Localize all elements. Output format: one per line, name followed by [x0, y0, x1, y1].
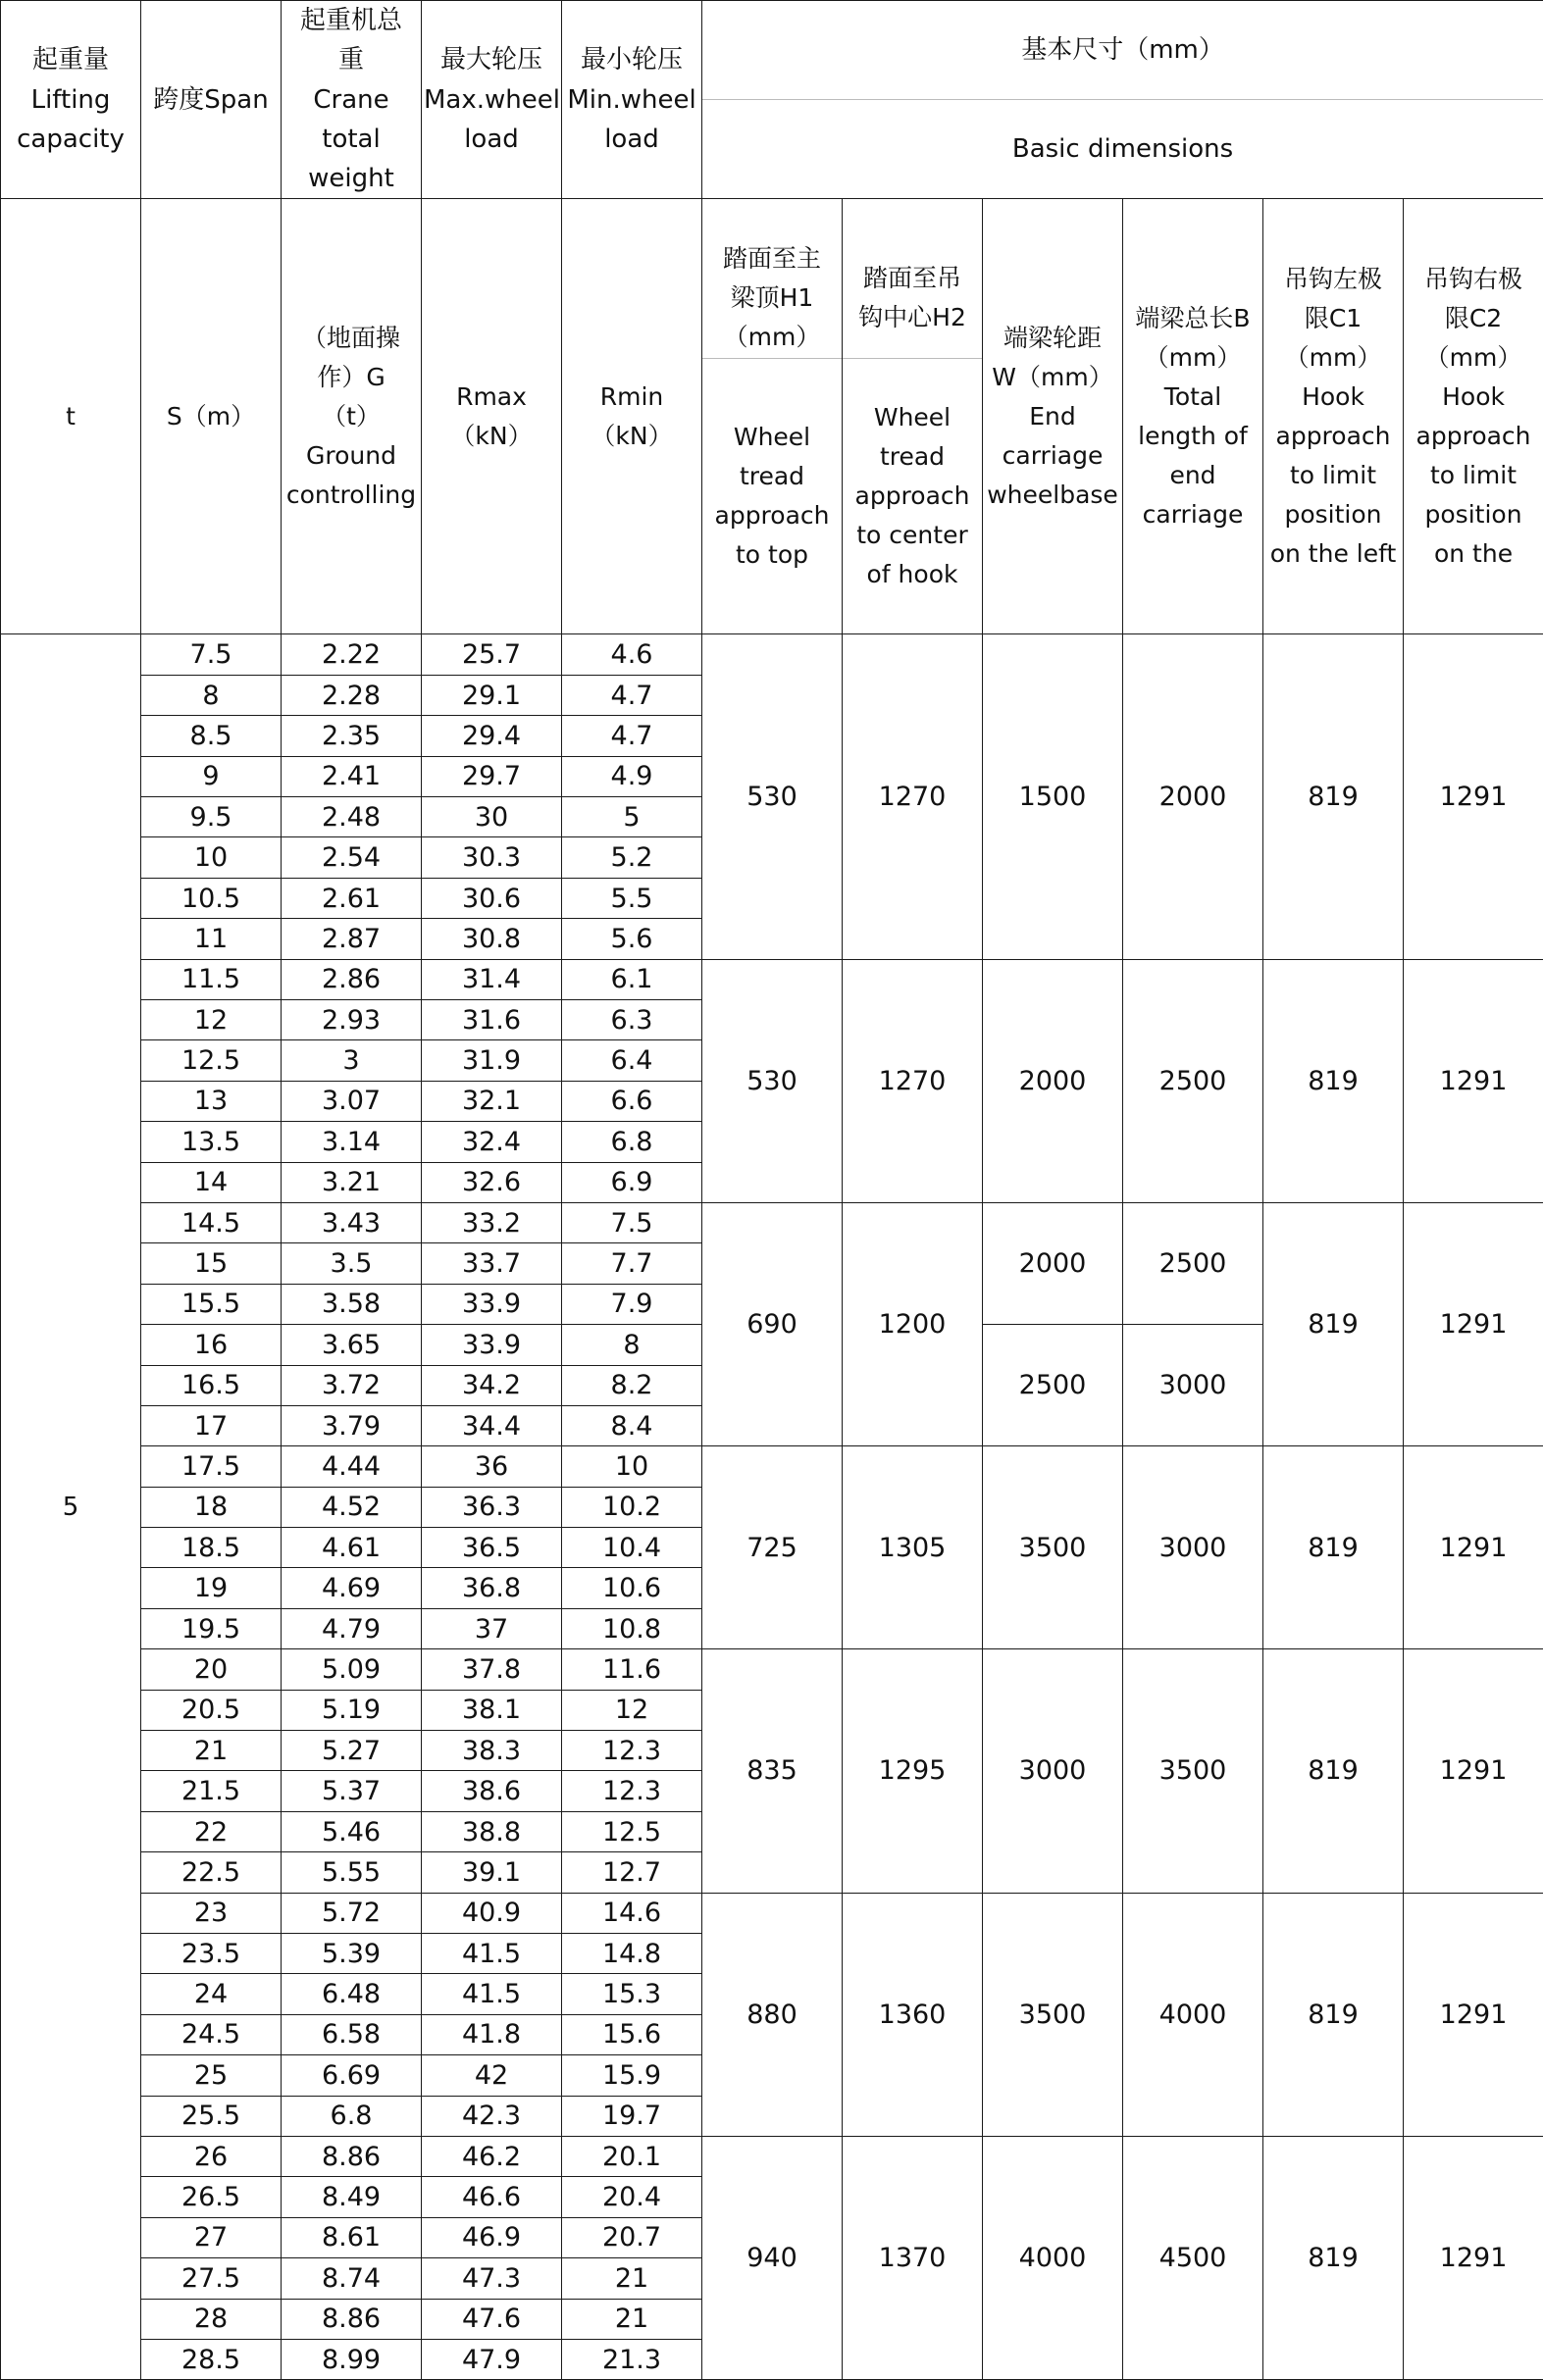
weight-cell: 5.72	[282, 1893, 422, 1933]
span-cell: 26	[141, 2136, 282, 2176]
rmax-cell: 36	[422, 1446, 562, 1487]
rmin-cell: 5	[562, 797, 702, 837]
wheelbase-cell: 1500	[983, 634, 1123, 959]
weight-cell: 3.14	[282, 1122, 422, 1162]
h1-cell: 940	[702, 2136, 843, 2379]
weight-cell: 6.69	[282, 2055, 422, 2096]
weight-cell: 8.61	[282, 2217, 422, 2257]
rmin-cell: 12.3	[562, 1771, 702, 1811]
rmax-cell: 38.8	[422, 1811, 562, 1851]
header-h1-cn: 踏面至主 梁顶H1 （mm）	[702, 238, 842, 359]
table-row	[1, 1649, 1543, 1690]
rmax-cell: 31.4	[422, 959, 562, 999]
weight-cell: 3.79	[282, 1405, 422, 1445]
end-carriage-length-cell: 3000	[1123, 1446, 1263, 1649]
weight-cell: 3.43	[282, 1202, 422, 1242]
end-carriage-length-cell: 3000	[1123, 1325, 1263, 1446]
span-cell: 27.5	[141, 2258, 282, 2299]
weight-cell: 3.65	[282, 1325, 422, 1365]
h1-cell: 530	[702, 634, 843, 959]
span-cell: 13	[141, 1081, 282, 1121]
rmin-cell: 15.6	[562, 2014, 702, 2054]
span-cell: 23	[141, 1893, 282, 1933]
hook-right-limit-cell: 1291	[1404, 959, 1543, 1202]
header-hook-left-limit: 吊钩左极 限C1 （mm） Hook approach to limit position on the left	[1263, 199, 1404, 634]
rmax-cell: 31.6	[422, 1000, 562, 1040]
rmin-cell: 6.8	[562, 1122, 702, 1162]
rmax-cell: 32.1	[422, 1081, 562, 1121]
h2-cell: 1270	[843, 634, 983, 959]
span-cell: 11.5	[141, 959, 282, 999]
rmax-cell: 38.1	[422, 1690, 562, 1730]
rmin-cell: 21	[562, 2258, 702, 2299]
hook-right-limit-cell: 1291	[1404, 1893, 1543, 2136]
span-cell: 27	[141, 2217, 282, 2257]
rmax-cell: 38.6	[422, 1771, 562, 1811]
span-cell: 22.5	[141, 1852, 282, 1893]
end-carriage-length-cell: 2500	[1123, 1202, 1263, 1324]
header-span: 跨度Span	[141, 1, 282, 199]
rmin-cell: 5.2	[562, 837, 702, 878]
hook-right-limit-cell: 1291	[1404, 634, 1543, 959]
rmin-cell: 10.8	[562, 1608, 702, 1648]
wheelbase-cell: 2000	[983, 959, 1123, 1202]
rmax-cell: 34.2	[422, 1365, 562, 1405]
span-cell: 10.5	[141, 878, 282, 918]
span-cell: 20.5	[141, 1690, 282, 1730]
rmin-cell: 8	[562, 1325, 702, 1365]
span-cell: 16	[141, 1325, 282, 1365]
span-cell: 22	[141, 1811, 282, 1851]
rmax-cell: 40.9	[422, 1893, 562, 1933]
span-cell: 24	[141, 1974, 282, 2014]
h2-cell: 1270	[843, 959, 983, 1202]
span-cell: 7.5	[141, 634, 282, 675]
span-cell: 25.5	[141, 2096, 282, 2136]
rmax-cell: 25.7	[422, 634, 562, 675]
span-cell: 18	[141, 1487, 282, 1527]
span-cell: 28	[141, 2299, 282, 2339]
span-cell: 28.5	[141, 2339, 282, 2379]
rmin-cell: 15.9	[562, 2055, 702, 2096]
span-cell: 20	[141, 1649, 282, 1690]
header-crane-weight: 起重机总 重 Crane total weight	[282, 1, 422, 199]
hook-left-limit-cell: 819	[1263, 1202, 1404, 1445]
h1-cell: 725	[702, 1446, 843, 1649]
unit-rmin: Rmin （kN）	[562, 199, 702, 634]
table-row	[1, 959, 1543, 999]
span-cell: 14	[141, 1162, 282, 1202]
weight-cell: 6.48	[282, 1974, 422, 2014]
weight-cell: 3	[282, 1040, 422, 1081]
rmax-cell: 38.3	[422, 1731, 562, 1771]
span-cell: 15.5	[141, 1284, 282, 1324]
header-h2	[843, 199, 983, 634]
weight-cell: 2.22	[282, 634, 422, 675]
rmax-cell: 29.1	[422, 675, 562, 715]
header-basic-dimensions-cn: 基本尺寸（mm）	[702, 1, 1543, 100]
rmin-cell: 6.1	[562, 959, 702, 999]
header-end-carriage-length: 端梁总长B （mm） Total length of end carriage	[1123, 199, 1263, 634]
weight-cell: 3.72	[282, 1365, 422, 1405]
unit-capacity: t	[1, 199, 141, 634]
weight-cell: 8.74	[282, 2258, 422, 2299]
span-cell: 21.5	[141, 1771, 282, 1811]
span-cell: 21	[141, 1731, 282, 1771]
weight-cell: 4.69	[282, 1568, 422, 1608]
span-cell: 15	[141, 1243, 282, 1284]
rmax-cell: 33.7	[422, 1243, 562, 1284]
rmin-cell: 20.4	[562, 2177, 702, 2217]
span-cell: 17.5	[141, 1446, 282, 1487]
weight-cell: 8.86	[282, 2136, 422, 2176]
unit-span: S（m）	[141, 199, 282, 634]
hook-left-limit-cell: 819	[1263, 634, 1404, 959]
hook-left-limit-cell: 819	[1263, 1446, 1404, 1649]
span-cell: 14.5	[141, 1202, 282, 1242]
end-carriage-length-cell: 2000	[1123, 634, 1263, 959]
rmin-cell: 14.6	[562, 1893, 702, 1933]
rmin-cell: 4.7	[562, 675, 702, 715]
header-h1	[702, 199, 843, 634]
hook-left-limit-cell: 819	[1263, 2136, 1404, 2379]
header-wheelbase: 端梁轮距 W（mm） End carriage wheelbase	[983, 199, 1123, 634]
rmax-cell: 33.9	[422, 1284, 562, 1324]
header-h2-en: Wheel tread approach to center of hook	[843, 398, 982, 594]
weight-cell: 4.44	[282, 1446, 422, 1487]
span-cell: 8	[141, 675, 282, 715]
table-row	[1, 1202, 1543, 1242]
rmax-cell: 30.3	[422, 837, 562, 878]
span-cell: 16.5	[141, 1365, 282, 1405]
weight-cell: 2.35	[282, 716, 422, 756]
end-carriage-length-cell: 2500	[1123, 959, 1263, 1202]
rmin-cell: 4.9	[562, 756, 702, 796]
rmax-cell: 32.4	[422, 1122, 562, 1162]
rmax-cell: 29.7	[422, 756, 562, 796]
rmax-cell: 36.5	[422, 1528, 562, 1568]
rmax-cell: 30	[422, 797, 562, 837]
rmin-cell: 8.4	[562, 1405, 702, 1445]
rmax-cell: 46.9	[422, 2217, 562, 2257]
unit-rmax: Rmax （kN）	[422, 199, 562, 634]
wheelbase-cell: 2000	[983, 1202, 1123, 1324]
weight-cell: 4.79	[282, 1608, 422, 1648]
hook-left-limit-cell: 819	[1263, 1893, 1404, 2136]
h2-cell: 1305	[843, 1446, 983, 1649]
weight-cell: 3.58	[282, 1284, 422, 1324]
span-cell: 19	[141, 1568, 282, 1608]
rmax-cell: 41.5	[422, 1933, 562, 1973]
weight-cell: 2.28	[282, 675, 422, 715]
span-cell: 12	[141, 1000, 282, 1040]
rmax-cell: 39.1	[422, 1852, 562, 1893]
header-h1-en: Wheel tread approach to top	[702, 398, 842, 594]
weight-cell: 5.39	[282, 1933, 422, 1973]
table-row	[1, 1893, 1543, 1933]
span-cell: 9.5	[141, 797, 282, 837]
rmin-cell: 7.7	[562, 1243, 702, 1284]
rmin-cell: 10.6	[562, 1568, 702, 1608]
hook-right-limit-cell: 1291	[1404, 1202, 1543, 1445]
weight-cell: 5.46	[282, 1811, 422, 1851]
h2-cell: 1200	[843, 1202, 983, 1445]
weight-cell: 4.61	[282, 1528, 422, 1568]
header-min-wheel-load: 最小轮压 Min.wheel load	[562, 1, 702, 199]
weight-cell: 3.07	[282, 1081, 422, 1121]
span-cell: 24.5	[141, 2014, 282, 2054]
h2-cell: 1295	[843, 1649, 983, 1893]
rmin-cell: 20.1	[562, 2136, 702, 2176]
h1-cell: 835	[702, 1649, 843, 1893]
weight-cell: 2.48	[282, 797, 422, 837]
span-cell: 25	[141, 2055, 282, 2096]
rmin-cell: 6.3	[562, 1000, 702, 1040]
h1-cell: 880	[702, 1893, 843, 2136]
weight-cell: 2.54	[282, 837, 422, 878]
rmin-cell: 20.7	[562, 2217, 702, 2257]
rmax-cell: 46.2	[422, 2136, 562, 2176]
rmax-cell: 29.4	[422, 716, 562, 756]
hook-right-limit-cell: 1291	[1404, 1649, 1543, 1893]
wheelbase-cell: 2500	[983, 1325, 1123, 1446]
table-row	[1, 634, 1543, 675]
span-cell: 12.5	[141, 1040, 282, 1081]
end-carriage-length-cell: 4000	[1123, 1893, 1263, 2136]
rmax-cell: 42	[422, 2055, 562, 2096]
span-cell: 18.5	[141, 1528, 282, 1568]
end-carriage-length-cell: 4500	[1123, 2136, 1263, 2379]
rmax-cell: 34.4	[422, 1405, 562, 1445]
weight-cell: 2.86	[282, 959, 422, 999]
rmax-cell: 33.9	[422, 1325, 562, 1365]
rmax-cell: 47.3	[422, 2258, 562, 2299]
rmin-cell: 19.7	[562, 2096, 702, 2136]
end-carriage-length-cell: 3500	[1123, 1649, 1263, 1893]
rmin-cell: 10	[562, 1446, 702, 1487]
h1-cell: 690	[702, 1202, 843, 1445]
rmax-cell: 41.8	[422, 2014, 562, 2054]
rmin-cell: 15.3	[562, 1974, 702, 2014]
weight-cell: 2.41	[282, 756, 422, 796]
rmin-cell: 5.6	[562, 919, 702, 959]
weight-cell: 3.21	[282, 1162, 422, 1202]
rmax-cell: 47.6	[422, 2299, 562, 2339]
rmax-cell: 36.8	[422, 1568, 562, 1608]
weight-cell: 2.87	[282, 919, 422, 959]
weight-cell: 2.93	[282, 1000, 422, 1040]
rmin-cell: 10.4	[562, 1528, 702, 1568]
rmin-cell: 6.4	[562, 1040, 702, 1081]
header-lifting-capacity: 起重量 Lifting capacity	[1, 1, 141, 199]
span-cell: 11	[141, 919, 282, 959]
weight-cell: 4.52	[282, 1487, 422, 1527]
weight-cell: 5.37	[282, 1771, 422, 1811]
weight-cell: 2.61	[282, 878, 422, 918]
rmin-cell: 7.5	[562, 1202, 702, 1242]
capacity-cell: 5	[1, 634, 141, 2380]
header-hook-right-limit: 吊钩右极 限C2 （mm） Hook approach to limit position on the	[1404, 199, 1543, 634]
span-cell: 19.5	[141, 1608, 282, 1648]
wheelbase-cell: 3500	[983, 1446, 1123, 1649]
table-row	[1, 1446, 1543, 1487]
h2-cell: 1370	[843, 2136, 983, 2379]
weight-cell: 8.49	[282, 2177, 422, 2217]
rmax-cell: 46.6	[422, 2177, 562, 2217]
rmax-cell: 42.3	[422, 2096, 562, 2136]
rmax-cell: 32.6	[422, 1162, 562, 1202]
weight-cell: 5.55	[282, 1852, 422, 1893]
rmin-cell: 12.3	[562, 1731, 702, 1771]
header-basic-dimensions-en: Basic dimensions	[702, 100, 1543, 199]
weight-cell: 6.58	[282, 2014, 422, 2054]
weight-cell: 5.27	[282, 1731, 422, 1771]
rmax-cell: 41.5	[422, 1974, 562, 2014]
rmin-cell: 6.9	[562, 1162, 702, 1202]
rmin-cell: 4.7	[562, 716, 702, 756]
wheelbase-cell: 3500	[983, 1893, 1123, 2136]
rmin-cell: 21.3	[562, 2339, 702, 2379]
weight-cell: 5.09	[282, 1649, 422, 1690]
rmin-cell: 4.6	[562, 634, 702, 675]
unit-weight: （地面操 作）G （t） Ground controlling	[282, 199, 422, 634]
span-cell: 26.5	[141, 2177, 282, 2217]
rmax-cell: 33.2	[422, 1202, 562, 1242]
rmin-cell: 14.8	[562, 1933, 702, 1973]
span-cell: 17	[141, 1405, 282, 1445]
span-cell: 23.5	[141, 1933, 282, 1973]
weight-cell: 6.8	[282, 2096, 422, 2136]
hook-right-limit-cell: 1291	[1404, 2136, 1543, 2379]
h1-cell: 530	[702, 959, 843, 1202]
rmin-cell: 12.5	[562, 1811, 702, 1851]
rmax-cell: 30.8	[422, 919, 562, 959]
span-cell: 8.5	[141, 716, 282, 756]
rmin-cell: 12.7	[562, 1852, 702, 1893]
rmax-cell: 37.8	[422, 1649, 562, 1690]
header-max-wheel-load: 最大轮压 Max.wheel load	[422, 1, 562, 199]
rmin-cell: 12	[562, 1690, 702, 1730]
h2-cell: 1360	[843, 1893, 983, 2136]
header-h2-cn: 踏面至吊 钩中心H2	[843, 238, 982, 359]
weight-cell: 5.19	[282, 1690, 422, 1730]
span-cell: 10	[141, 837, 282, 878]
wheelbase-cell: 4000	[983, 2136, 1123, 2379]
hook-right-limit-cell: 1291	[1404, 1446, 1543, 1649]
rmax-cell: 36.3	[422, 1487, 562, 1527]
table-row	[1, 2136, 1543, 2176]
rmin-cell: 21	[562, 2299, 702, 2339]
rmin-cell: 7.9	[562, 1284, 702, 1324]
weight-cell: 8.86	[282, 2299, 422, 2339]
rmax-cell: 30.6	[422, 878, 562, 918]
hook-left-limit-cell: 819	[1263, 959, 1404, 1202]
wheelbase-cell: 3000	[983, 1649, 1123, 1893]
hook-left-limit-cell: 819	[1263, 1649, 1404, 1893]
span-cell: 9	[141, 756, 282, 796]
rmax-cell: 31.9	[422, 1040, 562, 1081]
rmax-cell: 47.9	[422, 2339, 562, 2379]
rmax-cell: 37	[422, 1608, 562, 1648]
span-cell: 13.5	[141, 1122, 282, 1162]
rmin-cell: 11.6	[562, 1649, 702, 1690]
rmin-cell: 5.5	[562, 878, 702, 918]
rmin-cell: 8.2	[562, 1365, 702, 1405]
rmin-cell: 6.6	[562, 1081, 702, 1121]
weight-cell: 3.5	[282, 1243, 422, 1284]
rmin-cell: 10.2	[562, 1487, 702, 1527]
weight-cell: 8.99	[282, 2339, 422, 2379]
